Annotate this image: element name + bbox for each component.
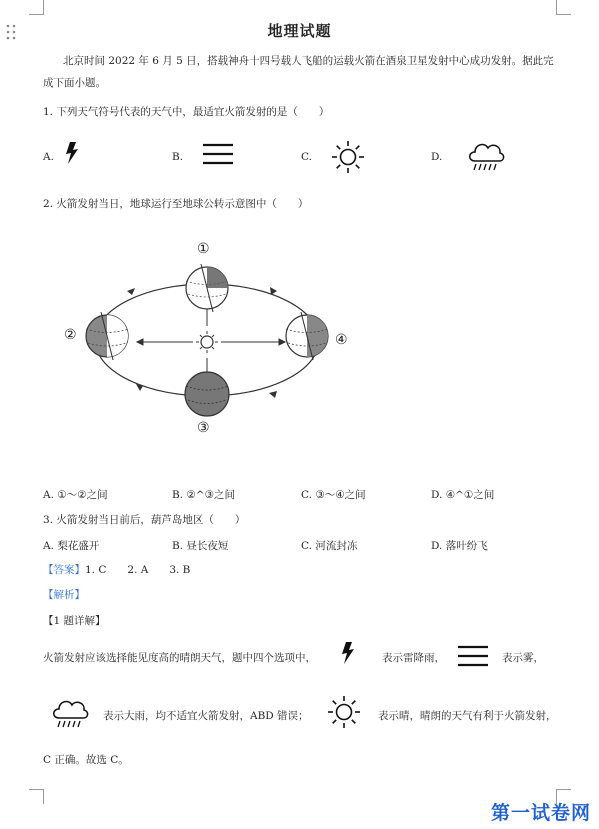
explanation-line-1a: 火箭发射应该选择能见度高的晴朗天气，题中四个选项中， xyxy=(43,652,316,664)
heavy-rain-icon xyxy=(50,694,90,733)
lightning-icon xyxy=(340,642,356,667)
q2-option-b: B. ②^③之间 xyxy=(172,489,236,501)
earth-position-1 xyxy=(186,264,228,312)
corner-mark-top-left xyxy=(29,0,44,15)
sun-icon xyxy=(327,695,361,732)
earth-position-2 xyxy=(86,312,128,360)
analysis-label: 【解析】 xyxy=(43,589,85,601)
explanation-line-1b: 表示雷降雨， xyxy=(382,652,445,664)
q1-option-b-label: B. xyxy=(172,151,184,163)
earth-position-4 xyxy=(286,312,328,360)
q1-option-d-label: D. xyxy=(431,151,443,163)
fog-icon xyxy=(203,143,233,168)
earth-position-3 xyxy=(185,372,229,416)
q3-option-c: C. 河流封冻 xyxy=(301,540,358,552)
detail-label: 【1 题详解】 xyxy=(43,615,106,627)
explanation-line-2a: 表示大雨，均不适宜火箭发射，ABD 错误； xyxy=(103,710,309,722)
question-1-text: 1. 下列天气符号代表的天气中，最适宜火箭发射的是（ ） xyxy=(43,106,330,118)
answer-label: 【答案】 xyxy=(43,564,85,576)
diagram-label-1: ① xyxy=(197,241,210,257)
diagram-label-2: ② xyxy=(64,327,77,343)
page-title: 地理试题 xyxy=(267,22,332,40)
corner-mark-top-right xyxy=(556,0,571,15)
earth-orbit-diagram xyxy=(55,236,355,442)
q2-option-c: C. ③～④之间 xyxy=(301,489,366,501)
explanation-line-2b: 表示晴，晴朗的天气有利于火箭发射， xyxy=(378,710,557,722)
question-3-text: 3. 火箭发射当日前后，葫芦岛地区（ ） xyxy=(43,514,246,526)
fog-icon xyxy=(458,645,488,670)
explanation-line-1c: 表示雾， xyxy=(502,652,544,664)
sun-icon xyxy=(331,140,365,177)
q1-option-c-label: C. xyxy=(301,151,312,163)
answer-line xyxy=(43,562,190,577)
heavy-rain-icon xyxy=(466,137,506,176)
answer-values: 1. C 2. A 3. B xyxy=(85,564,191,576)
q3-option-a: A. 梨花盛开 xyxy=(43,540,100,552)
q3-option-d: D. 落叶纷飞 xyxy=(431,540,488,552)
diagram-label-3: ③ xyxy=(197,420,210,436)
lightning-icon xyxy=(64,142,80,167)
corner-mark-bottom-left xyxy=(29,789,44,804)
question-2-text: 2. 火箭发射当日，地球运行至地球公转示意图中（ ） xyxy=(43,198,309,210)
watermark-logo: 第一试卷网 xyxy=(490,802,591,824)
diagram-label-4: ④ xyxy=(335,332,348,348)
q2-option-a: A. ①～②之间 xyxy=(43,489,108,501)
q2-option-d: D. ④^①之间 xyxy=(431,489,495,501)
q3-option-b: B. 昼长夜短 xyxy=(172,540,229,552)
intro-paragraph: 北京时间 2022 年 6 月 5 日，搭载神舟十四号载人飞船的运载火箭在酒泉卫星发射中心成功发射。据此完成下面小题。 xyxy=(43,55,554,89)
explanation-line-3: C 正确。故选 C。 xyxy=(43,754,129,766)
q1-option-a-label: A. xyxy=(43,151,54,163)
